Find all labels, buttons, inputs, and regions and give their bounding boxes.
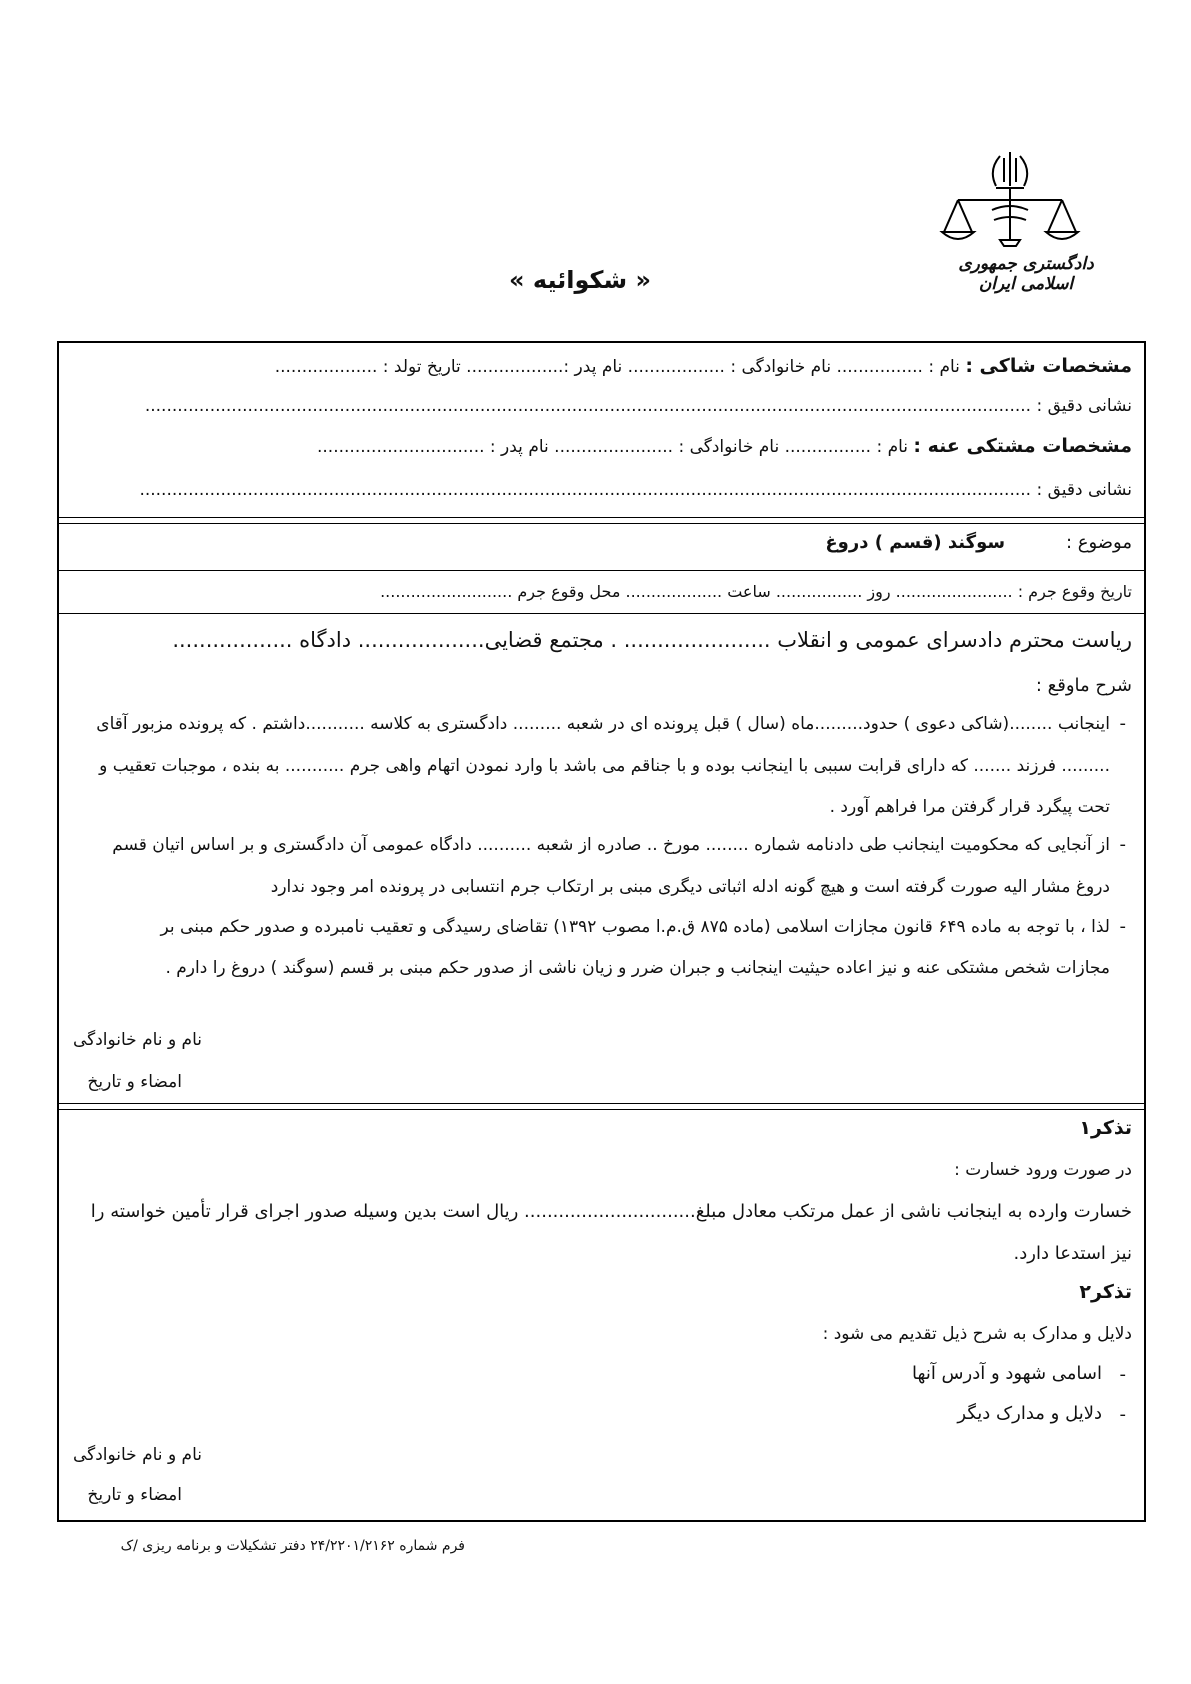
- divider: [57, 517, 1146, 518]
- subject-value: سوگند (قسم ) دروغ: [825, 532, 1006, 553]
- complainant-label: مشخصات شاکی :: [965, 355, 1132, 377]
- divider: [57, 1109, 1146, 1110]
- note1-title: تذکر۱: [1079, 1117, 1132, 1139]
- description-p3-line1: لذا ، با توجه به ماده ۶۴۹ قانون مجازات اسلامی (ماده ۸۷۵ ق.م.ا مصوب ۱۳۹۲) تقاضای رسیدگی و تعقیب نامبرده و صدور حکم مبنی بر: [160, 917, 1110, 937]
- divider: [57, 1103, 1146, 1104]
- complainant-row: [70, 356, 1132, 377]
- divider: [57, 523, 1146, 524]
- divider: [57, 613, 1146, 614]
- signature-name-label: نام و نام خانوادگی: [72, 1445, 202, 1465]
- form-number-footer: فرم شماره ۲۴/۲۲۰۱/۲۱۶۲ دفتر تشکیلات و برنامه ریزی /ک: [120, 1538, 465, 1554]
- page-title: « شکوائیه »: [509, 266, 651, 294]
- divider: [57, 570, 1146, 571]
- description-label: شرح ماوقع :: [1035, 675, 1132, 696]
- bullet-dash: -: [1119, 916, 1126, 937]
- signature-sign-label: امضاء و تاریخ: [87, 1072, 182, 1092]
- bullet-dash: -: [1119, 1404, 1126, 1425]
- defendant-address[interactable]: نشانی دقیق : .....................................................................................................................................................................: [139, 480, 1132, 500]
- bullet-dash: -: [1119, 713, 1126, 734]
- note2-item1: اسامی شهود و آدرس آنها: [912, 1363, 1102, 1384]
- defendant-row: [70, 436, 1132, 457]
- bullet-dash: -: [1119, 1364, 1126, 1385]
- description-p1-line3: تحت پیگرد قرار گرفتن مرا فراهم آورد .: [829, 797, 1110, 817]
- note2-title: تذکر۲: [1079, 1281, 1132, 1303]
- defendant-label: مشخصات مشتکی عنه :: [913, 435, 1132, 457]
- description-p1-line1: اینجانب ........(شاکی دعوی ) حدود.........ماه (سال ) قبل پرونده ای در شعبه ......... دادگستری به کلاسه ...........داشتم . که پرونده مزبور آقای: [96, 714, 1110, 734]
- signature-name-label: نام و نام خانوادگی: [72, 1030, 202, 1050]
- emblem-caption: دادگستری جمهوری اسلامی ایران: [958, 254, 1094, 294]
- bullet-dash: -: [1119, 834, 1126, 855]
- signature-sign-label: امضاء و تاریخ: [87, 1485, 182, 1505]
- note2-line1: دلایل و مدارک به شرح ذیل تقدیم می شود :: [822, 1324, 1132, 1344]
- subject-row: [70, 533, 1132, 553]
- complainant-fields[interactable]: نام : ................ نام خانوادگی : .................. نام پدر :.................. تاریخ تولد : ...................: [274, 357, 960, 377]
- description-p2-line1: از آنجایی که محکومیت اینجانب طی دادنامه شماره ........ مورخ .. صادره از شعبه .......... دادگاه عمومی آن دادگستری و بر اساس اتیان قسم: [112, 835, 1110, 855]
- crime-info-row[interactable]: تاریخ وقوع جرم : ....................... روز ................. ساعت ................... محل وقوع جرم ..........................: [380, 582, 1132, 601]
- description-p3-line2: مجازات شخص مشتکی عنه و نیز اعاده حیثیت اینجانب و جبران ضرر و زیان ناشی از صدور حکم مبنی بر قسم (سوگند ) دروغ را دارم .: [165, 958, 1110, 978]
- note2-item2: دلایل و مدارک دیگر: [957, 1403, 1102, 1424]
- addressee-line[interactable]: ریاست محترم دادسرای عمومی و انقلاب ...................... . مجتمع قضایی................... دادگاه ..................: [172, 628, 1132, 652]
- subject-label: موضوع :: [1065, 532, 1132, 553]
- defendant-fields[interactable]: نام : ................ نام خانوادگی : ...................... نام پدر : ...............................: [317, 437, 909, 457]
- description-p1-line2: ......... فرزند ....... که دارای قرابت سببی با اینجانب بوده و با جناقم می باشد با وارد نمودن اتهام واهی جرم ........... به بنده ، موجبات تعقیب و: [99, 756, 1110, 776]
- note1-line2[interactable]: خسارت وارده به اینجانب ناشی از عمل مرتکب معادل مبلغ.............................. ریال است بدین وسیله صدور اجرای قرار تأمین خواسته را: [90, 1201, 1132, 1222]
- note1-line3: نیز استدعا دارد.: [1013, 1243, 1132, 1264]
- complainant-address[interactable]: نشانی دقیق : ....................................................................................................................................................................: [144, 396, 1132, 416]
- note1-line1: در صورت ورود خسارت :: [954, 1160, 1132, 1180]
- description-p2-line2: دروغ مشار الیه صورت گرفته است و هیچ گونه ادله اثباتی دیگری مبنی بر ارتکاب جرم انتسابی در پرونده امر وجود ندارد: [270, 877, 1110, 897]
